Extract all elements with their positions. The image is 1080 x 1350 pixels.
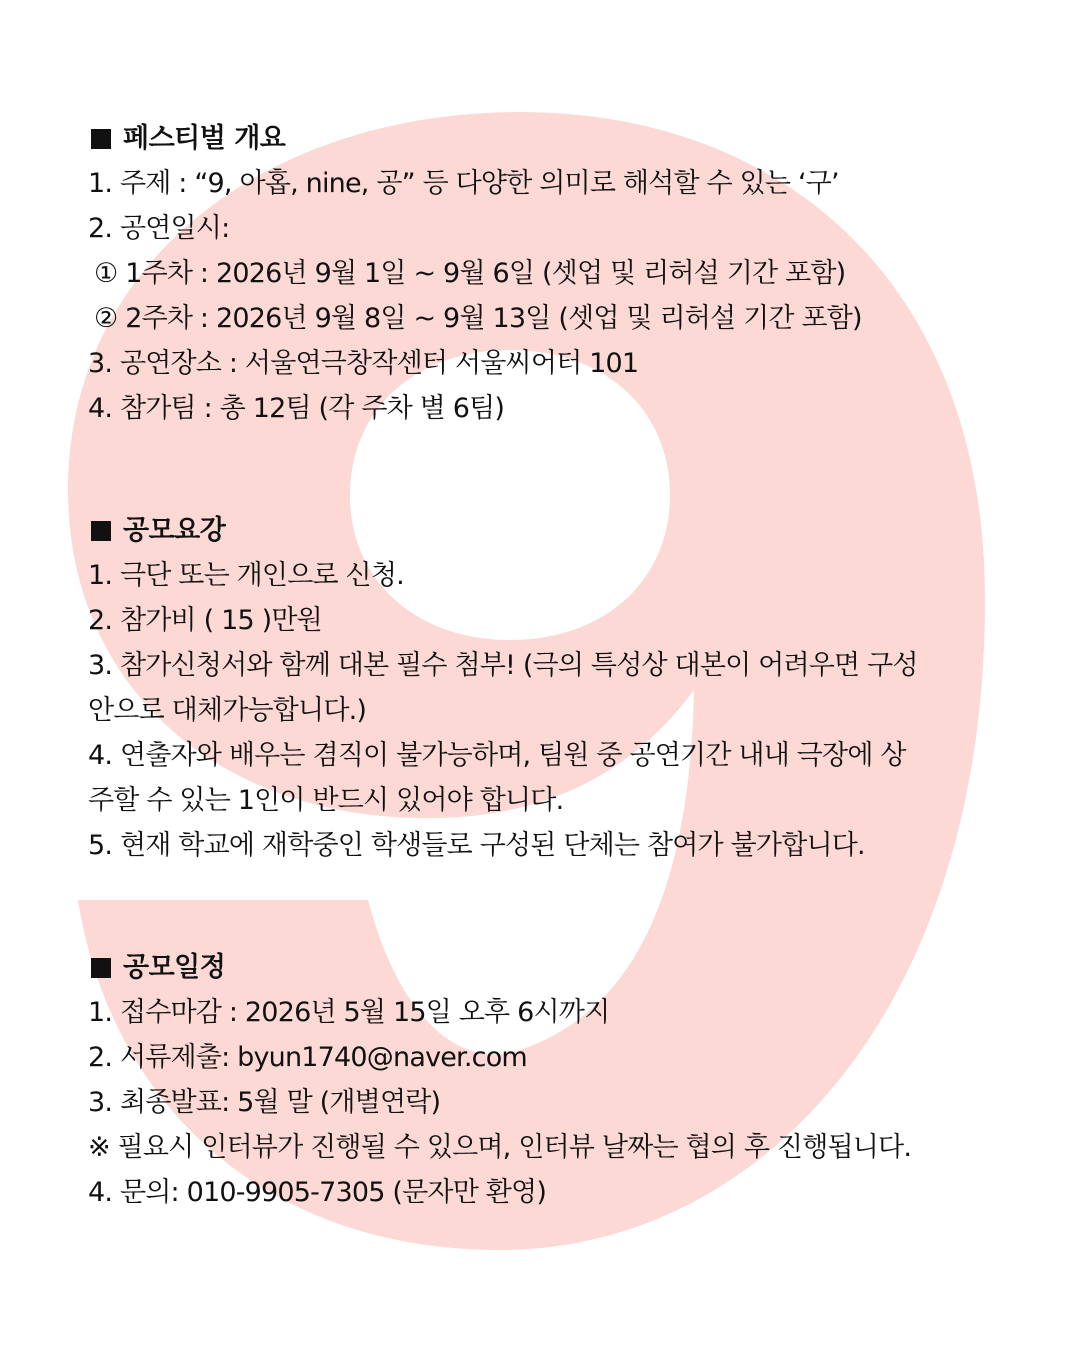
square-bullet-icon (91, 129, 111, 149)
overview-dates-label: 2. 공연일시: (88, 213, 230, 244)
square-bullet-icon (91, 958, 111, 978)
overview-week2: ② 2주차 : 2026년 9월 8일 ~ 9월 13일 (셋업 및 리허설 기간 포함) (94, 303, 862, 334)
guideline-item-continued: 안으로 대체가능합니다.) (88, 695, 367, 726)
section-heading-text: 공모요강 (123, 515, 226, 546)
content-area (88, 116, 988, 1215)
schedule-interview-note: ※ 필요시 인터뷰가 진행될 수 있으며, 인터뷰 날짜는 협의 후 진행됩니다. (88, 1132, 912, 1163)
section-heading (88, 116, 988, 161)
section-application-guidelines (88, 508, 988, 868)
overview-teams: 4. 참가팀 : 총 12팀 (각 주차 별 6팀) (88, 393, 505, 424)
guideline-item: 4. 연출자와 배우는 겸직이 불가능하며, 팀원 중 공연기간 내내 극장에 상 (88, 740, 906, 771)
section-heading-text: 공모일정 (123, 952, 226, 983)
guideline-item: 1. 극단 또는 개인으로 신청. (88, 560, 404, 591)
section-application-schedule (88, 945, 988, 1215)
overview-venue: 3. 공연장소 : 서울연극창작센터 서울씨어터 101 (88, 348, 639, 379)
schedule-contact: 4. 문의: 010-9905-7305 (문자만 환영) (88, 1177, 547, 1208)
schedule-announcement: 3. 최종발표: 5월 말 (개별연락) (88, 1087, 441, 1118)
guideline-item: 5. 현재 학교에 재학중인 학생들로 구성된 단체는 참여가 불가합니다. (88, 830, 865, 861)
guideline-item-continued: 주할 수 있는 1인이 반드시 있어야 합니다. (88, 785, 564, 816)
section-festival-overview (88, 116, 988, 431)
square-bullet-icon (91, 521, 111, 541)
guideline-item: 2. 참가비 ( 15 )만원 (88, 605, 322, 636)
schedule-deadline: 1. 접수마감 : 2026년 5월 15일 오후 6시까지 (88, 997, 610, 1028)
overview-week1: ① 1주차 : 2026년 9월 1일 ~ 9월 6일 (셋업 및 리허설 기간 포함) (94, 258, 846, 289)
section-heading-text: 페스티벌 개요 (123, 123, 286, 154)
overview-theme: 1. 주제 : “9, 아홉, nine, 공” 등 다양한 의미로 해석할 수 있는 ‘구’ (88, 168, 839, 199)
guideline-item: 3. 참가신청서와 함께 대본 필수 첨부! (극의 특성상 대본이 어려우면 구성 (88, 650, 918, 681)
section-heading (88, 945, 988, 990)
schedule-submission-email: 2. 서류제출: byun1740@naver.com (88, 1042, 527, 1073)
section-heading (88, 508, 988, 553)
